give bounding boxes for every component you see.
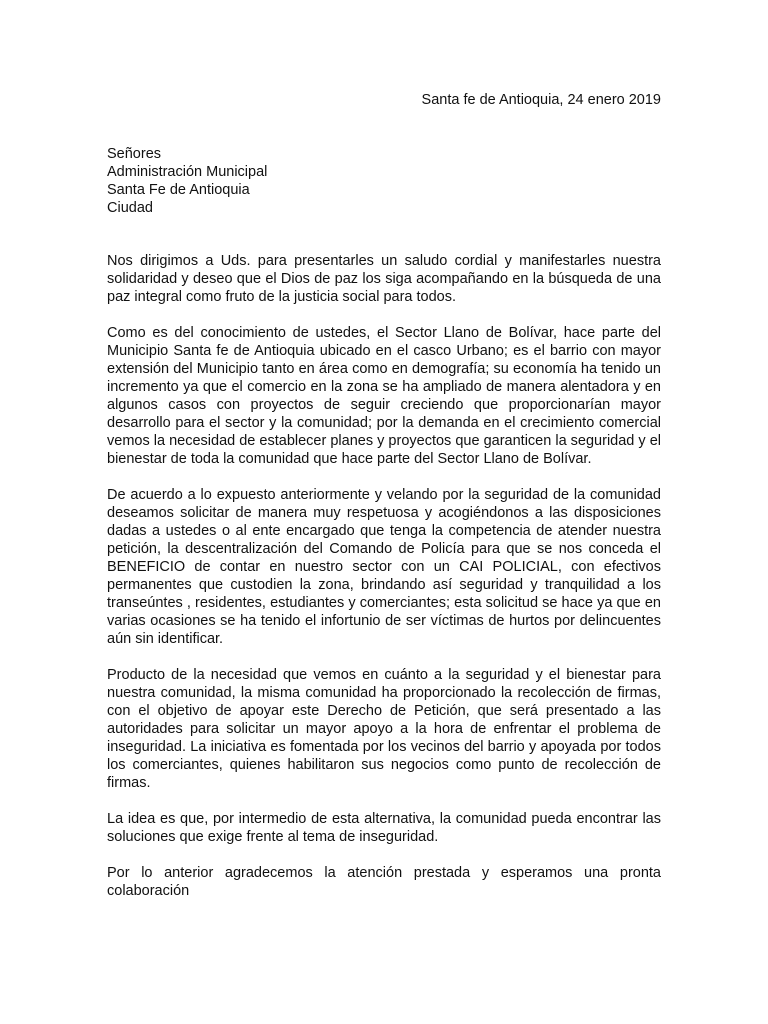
paragraph-context: Como es del conocimiento de ustedes, el Sector Llano de Bolívar, hace parte del Municipio Santa fe de Antioquia ubicado en el casco Urbano; es el barrio con mayor extensión del Municipio tanto en área como en demografía; su economía ha tenido un incremento ya que el comercio en la zona se ha ampliado de manera alentadora y en algunos casos con proyectos de seguir creciendo que proporcionarían mayor desarrollo para el sector y la comunidad; por la demanda en el crecimiento comercial vemos la necesidad de establecer planes y proyectos que garanticen la seguridad y el bienestar de toda la comunidad que hace parte del Sector Llano de Bolívar. (107, 325, 661, 467)
paragraph-greeting: Nos dirigimos a Uds. para presentarles un saludo cordial y manifestarles nuestra solidaridad y deseo que el Dios de paz los siga acompañando en la búsqueda de una paz integral como fruto de la justicia social para todos. (107, 253, 661, 305)
recipient-salutation: Señores (107, 146, 162, 162)
paragraph-signatures: Producto de la necesidad que vemos en cuánto a la seguridad y el bienestar para nuestra comunidad, la misma comunidad ha proporcionado la recolección de firmas, con el objetivo de apoyar este Derecho de Petición, que será presentado a las autoridades para solicitar un mayor apoyo a la hora de enfrentar el problema de inseguridad. La iniciativa es fomentada por los vecinos del barrio y apoyada por todos los comerciantes, quienes habilitaron sus negocios como punto de recolección de firmas. (107, 667, 661, 791)
recipient-block (107, 145, 267, 217)
recipient-locality: Ciudad (107, 200, 153, 216)
recipient-city: Santa Fe de Antioquia (107, 182, 250, 198)
paragraph-closing: Por lo anterior agradecemos la atención prestada y esperamos una pronta colaboración (107, 865, 661, 899)
paragraph-request: De acuerdo a lo expuesto anteriormente y velando por la seguridad de la comunidad deseamos solicitar de manera muy respetuosa y acogiéndonos a las disposiciones dadas a ustedes o al ente encargado que tenga la competencia de atender nuestra petición, la descentralización del Comando de Policía para que se nos conceda el BENEFICIO de contar en nuestro sector con un CAI POLICIAL, con efectivos permanentes que custodien la zona, brindando así seguridad y tranquilidad a los transeúntes , residentes, estudiantes y comerciantes; esta solicitud se hace ya que en varias ocasiones se ha tenido el infortunio de ser víctimas de hurtos por delincuentes aún sin identificar. (107, 487, 661, 647)
letter-body (107, 252, 661, 918)
recipient-organization: Administración Municipal (107, 164, 268, 180)
letter-date: Santa fe de Antioquia, 24 enero 2019 (421, 92, 661, 108)
paragraph-idea: La idea es que, por intermedio de esta alternativa, la comunidad pueda encontrar las soluciones que exige frente al tema de inseguridad. (107, 811, 661, 845)
